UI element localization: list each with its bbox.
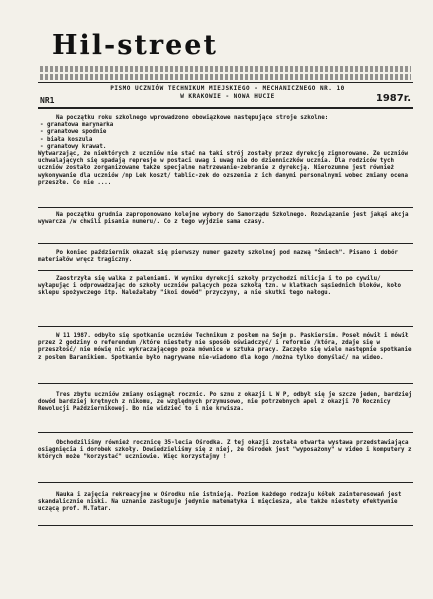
section-rule [38, 207, 413, 208]
masthead-rule [38, 107, 413, 109]
list-item: - granatowe spodnie [40, 129, 107, 136]
newspaper-title: Hil-street [52, 30, 218, 61]
section-rule [38, 482, 413, 483]
section-rule [38, 270, 413, 271]
issue-year: 1987r. [375, 93, 411, 104]
article-anniversaries [38, 392, 413, 414]
header-rule [38, 82, 413, 83]
article-intro: Na początku roku szkolnego wprowadzono obowiązkowe następujące stroje szkolne: [56, 115, 329, 121]
article-body: W 11 1987. odbyło się spotkanie uczniów Technikum z posłem na Sejm p. Paskiersim. Poseł mówił i mówił przez 2 godziny o referendum /które niestety nie sposób oświadczyć/ i reformie /która, zdaje się w przeszłość/ nie mówię nic wykraczającego poza mównice w sztuka pracy. Zaczęło się wiele następnie spotkanie z posłem Baranikiem. Spotkanie było nagrywane nie-wiadomo dla kogo /można tylko domyślać/ na wideo. [38, 333, 412, 361]
masthead-subtitle [82, 85, 373, 101]
article-body: Zaostrzyła się walka z paleniami. W wyniku dyrekcji szkoły przychodzi milicja i to po cywilu/ wyłapując i odprowadzając do szkoły uczniów palących poza szkołą tzn. w klatkach sąsiednich bloków, koło sklepu spożywczego itp. Naleźałaby "ikoi dowód" przyczyny, a nie skutki tego nałogu. [38, 276, 401, 297]
list-item: - granatowy krawat. [40, 143, 107, 150]
masthead-subtitle-line: PISMO UCZNIÓW TECHNIKUM MIEJSKIEGO - MECHANICZNEGO NR. 10 [110, 85, 345, 92]
article-elections [38, 212, 413, 226]
article-35th-anniversary [38, 440, 413, 462]
issue-number: NR1 [40, 96, 55, 105]
article-gazette [38, 250, 413, 264]
section-rule [38, 243, 413, 244]
section-rule [38, 432, 413, 433]
list-item: - granatowa marynarka [40, 122, 114, 129]
article-smoking [38, 276, 413, 298]
list-item: - biała koszula [40, 136, 93, 143]
section-rule [38, 326, 413, 327]
article-body: Obchodziliśmy również rocznicę 35-lecia Ośrodka. Z tej okazji została otwarta wystawa przedstawiająca osiągnięcia i dorobek szkoły. Dowiedzieliśmy się z niej, że Ośrodek jest "wyposażony" w video i komputery z których może "korzystać" uczniowie. Więc korzystajmy ! [38, 440, 412, 461]
section-rule [38, 525, 413, 526]
article-body: Nauka i zajęcia rekreacyjne w Ośrodku nie istnieją. Poziom każdego rodzaju kółek zainteresowań jest skandalicznie niski. Na uznanie zasługuje jedynie matematyka i mięciesza, ale także niestety efektywnie uczącą prof. M.Tatar. [38, 492, 402, 513]
decorative-dash-row [40, 74, 411, 80]
masthead-subtitle-line: W KRAKOWIE - NOWA HUCIE [180, 93, 275, 100]
article-body: Po koniec październik okazał się pierwszy numer gazety szkolnej pod nazwą "Śmiech". Pisano i dobór materiałów wręcz tragiczny. [38, 250, 399, 264]
decorative-dash-row [40, 66, 411, 72]
article-education [38, 492, 413, 514]
uniform-list [38, 122, 413, 151]
article-mp-meeting [38, 333, 413, 362]
article-body: Na początku grudnia zaproponowano kolejne wybory do Samorządu Szkolnego. Rozwiązanie jest jakąś akcja wywarcza /w chwili pisania numeru/. Co z tego wyjdzie sama czasy. [38, 212, 409, 226]
article-body: Tres zbytu uczniów zmiany osiągnął rocznic. Po sznu z okazji L W P, odbył się je szcze jeden, bardziej dowód bardziej krętnych z nikomu, ze względnych przymusowo, nie potrzebnych apel z okazji 70 Rocznicy Rewolucji Październikowej. Bo nie widzieć to i nie krwisza. [38, 392, 412, 413]
article-body: Wytwarzając, że niektórych z uczniów nie stać na taki strój zostały przez dyrekcję zignorowane. Ze uczniów uchwalających się spadają represje w postaci uwag i uwag nie do dzienniczków ucznia. Dla rodziców tych uczniów zostało zorganizowane także specjalne natrzewanie-zebranie z dyrekcją. Nierozumne jest również wykonywanie dla uczniów /np Lek koszt/ tablic-zek do ozszenia z ich danymi personalnymi wobec zmiany ocena przeszłe. Co nie .... [38, 151, 408, 186]
section-rule [38, 383, 413, 384]
article-uniforms [38, 115, 413, 187]
